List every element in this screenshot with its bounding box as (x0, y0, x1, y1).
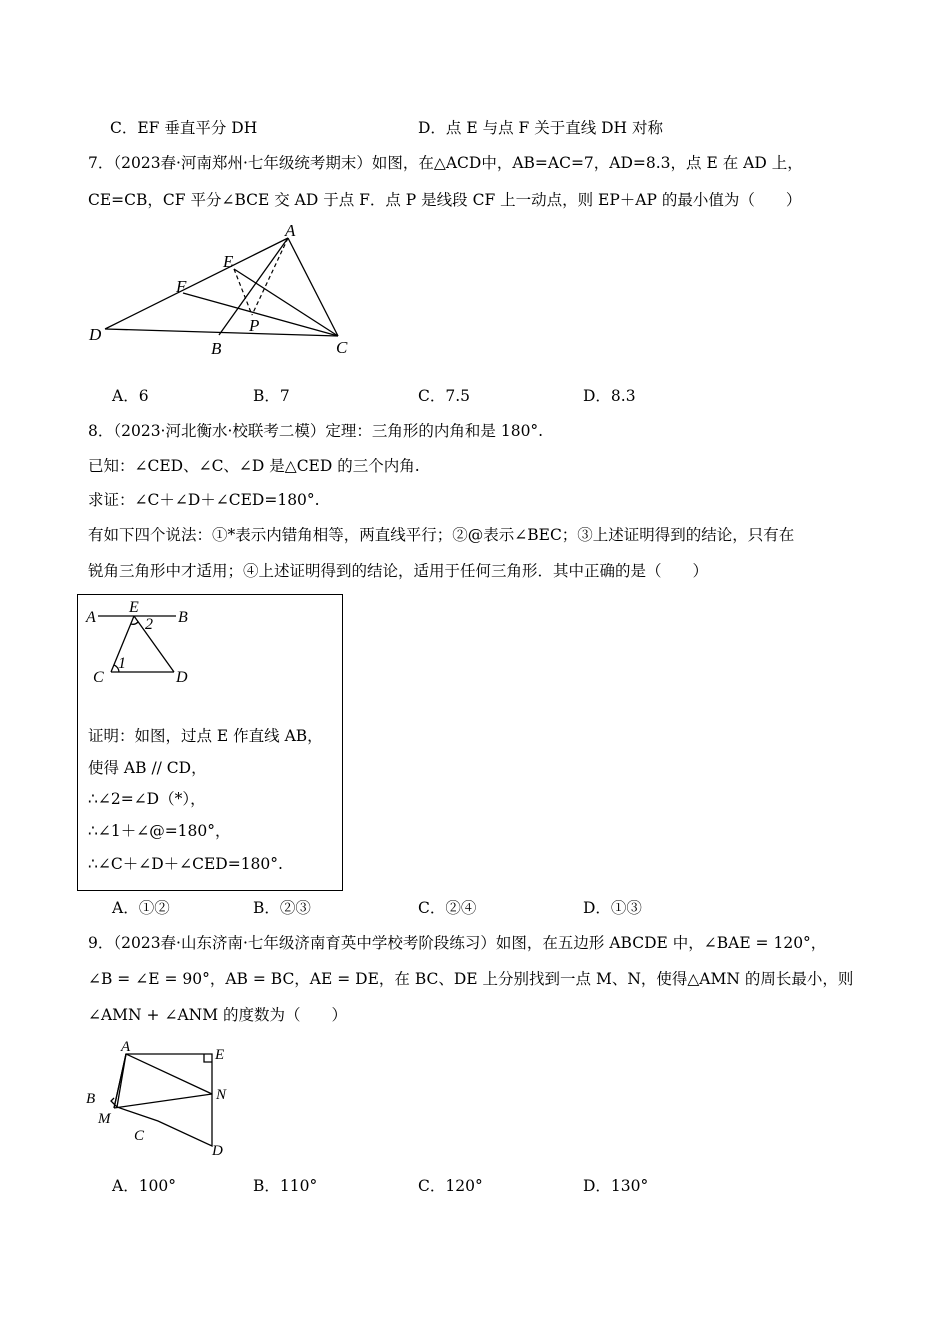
q8-proof-line2: 使得 AB // CD， (88, 759, 207, 777)
q9-segment-am (114, 1054, 126, 1108)
q8-proof-line3: ∴∠2=∠D（*）， (88, 790, 206, 808)
q7-label-a: A (285, 222, 296, 240)
q7-stem-line2: CE=CB，CF 平分∠BCE 交 AD 于点 F．点 P 是线段 CF 上一动点，则 EP＋AP 的最小值为（ ） (88, 191, 802, 209)
q8-option-c: C．②④ (418, 899, 477, 917)
q8-label-1: 1 (118, 655, 126, 672)
q8-option-b: B．②③ (253, 899, 311, 917)
q7-figure (80, 222, 370, 362)
q9-label-b: B (86, 1091, 96, 1107)
q8-stem-line1: 8．（2023·河北衡水·校联考二模）定理：三角形的内角和是 180°. (88, 422, 544, 440)
q7-option-d: D．8.3 (583, 387, 636, 405)
q9-right-angle-e (204, 1054, 212, 1062)
q7-segment-da (105, 238, 288, 329)
q9-label-d: D (212, 1143, 223, 1159)
q9-option-a: A．100° (112, 1177, 177, 1195)
q8-option-d: D．①③ (583, 899, 642, 917)
q9-stem-line1: 9．（2023春·山东济南·七年级济南育英中学校考阶段练习）如图，在五边形 ABCDE 中，∠BAE = 120°， (88, 934, 827, 952)
q7-label-d: D (89, 325, 102, 344)
q8-label-c: C (93, 669, 104, 686)
q7-label-c: C (336, 338, 348, 357)
q8-label-d: D (176, 669, 188, 686)
q9-segment-an (126, 1054, 212, 1094)
q6-option-d: D．点 E 与点 F 关于直线 DH 对称 (418, 119, 664, 137)
q8-proof-line5: ∴∠C＋∠D＋∠CED=180°. (88, 855, 283, 873)
q7-segment-ac (288, 238, 338, 336)
q9-label-a: A (121, 1039, 131, 1055)
q8-proof-line1: 证明：如图，过点 E 作直线 AB， (88, 727, 323, 745)
q9-stem-line3: ∠AMN + ∠ANM 的度数为（ ） (88, 1006, 347, 1024)
q9-segment-mn (114, 1094, 212, 1108)
q9-label-m: M (98, 1111, 111, 1127)
q7-label-f: F (176, 277, 187, 296)
q7-label-b: B (211, 339, 222, 358)
q7-segment-ap (252, 238, 288, 315)
q9-stem-line2: ∠B = ∠E = 90°，AB = BC，AE = DE，在 BC、DE 上分别找到一点 M、N，使得△AMN 的周长最小，则 (88, 970, 854, 988)
q8-stem-line4: 有如下四个说法：①*表示内错角相等，两直线平行；②@表示∠BEC；③上述证明得到的结论，只有在 (88, 526, 795, 544)
q8-proof-line4: ∴∠1＋∠@=180°， (88, 822, 231, 840)
q9-option-c: C．120° (418, 1177, 483, 1195)
q7-segment-fc (183, 293, 338, 336)
q7-option-c: C．7.5 (418, 387, 471, 405)
q9-figure (80, 1035, 250, 1160)
q8-label-a: A (86, 609, 96, 626)
q7-stem-line1: 7．（2023春·河南郑州·七年级统考期末）如图，在△ACD中，AB=AC=7，AD=8.3，点 E 在 AD 上， (88, 154, 803, 172)
q8-label-b: B (178, 609, 188, 626)
q8-figure (78, 595, 218, 695)
q8-label-2: 2 (145, 616, 153, 633)
q9-option-d: D．130° (583, 1177, 649, 1195)
q9-label-n: N (216, 1087, 227, 1103)
q7-option-b: B．7 (253, 387, 290, 405)
q9-option-b: B．110° (253, 1177, 318, 1195)
q9-label-e: E (215, 1047, 225, 1063)
q8-stem-line5: 锐角三角形中才适用；④上述证明得到的结论，适用于任何三角形．其中正确的是（ ） (88, 562, 709, 580)
q6-option-c: C．EF 垂直平分 DH (110, 119, 258, 137)
q8-stem-line2: 已知：∠CED、∠C、∠D 是△CED 的三个内角. (88, 457, 420, 475)
q8-proof-box (77, 594, 343, 891)
q8-stem-line3: 求证：∠C＋∠D＋∠CED=180°. (88, 491, 320, 509)
q9-pentagon (117, 1054, 212, 1146)
q7-option-a: A．6 (112, 387, 149, 405)
q7-label-p: P (249, 316, 260, 335)
q8-option-a: A．①② (112, 899, 170, 917)
q7-label-e: E (223, 252, 234, 271)
q8-label-e: E (129, 599, 139, 616)
q8-segment-ed (134, 616, 174, 672)
q9-label-c: C (134, 1128, 145, 1144)
